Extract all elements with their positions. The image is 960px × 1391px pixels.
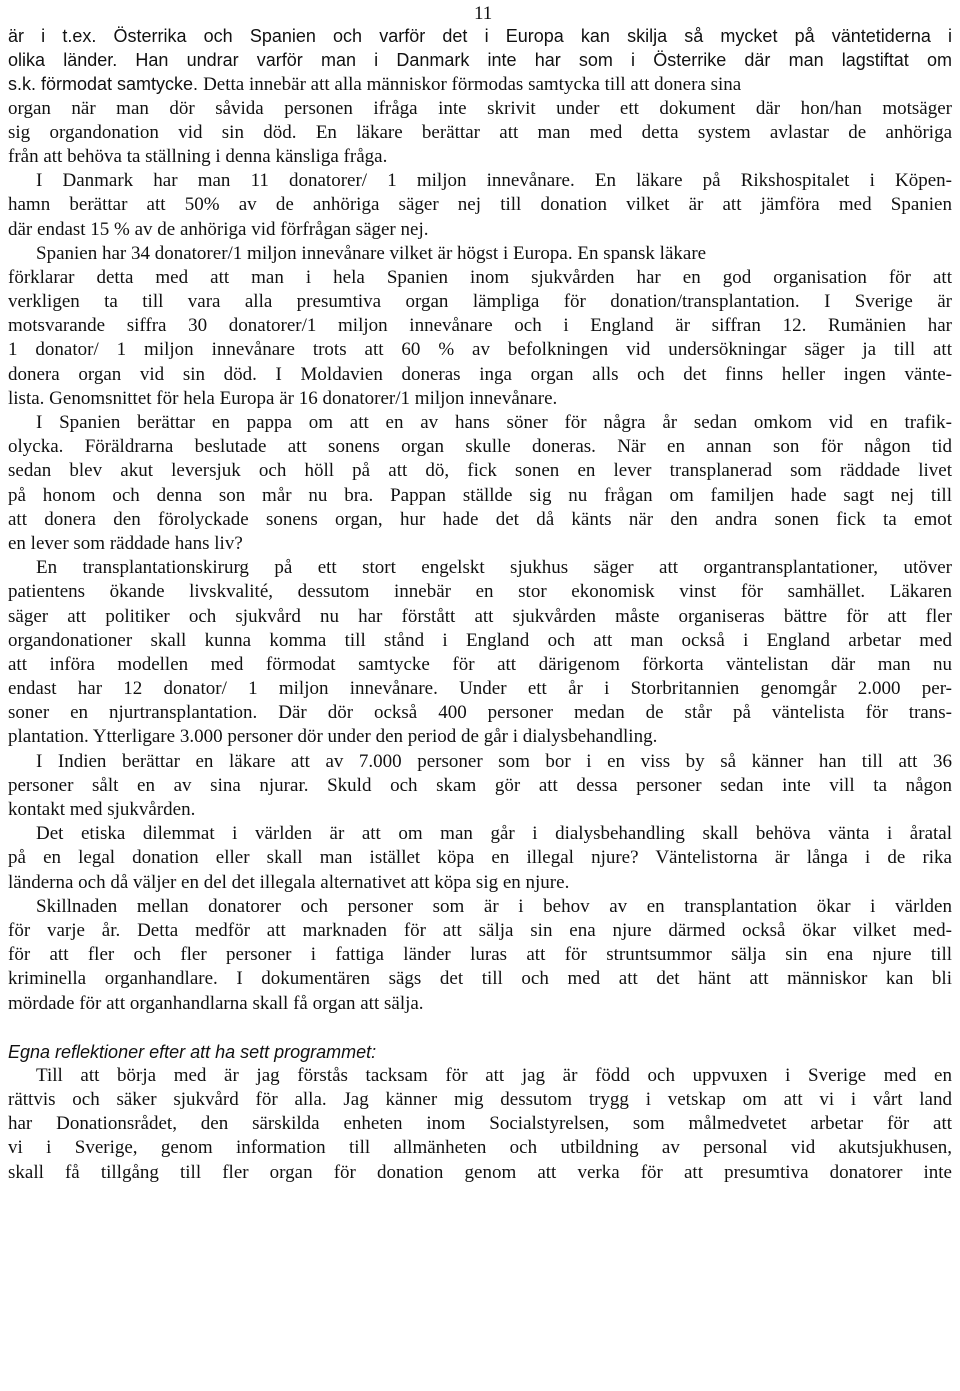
text-line: Det etiska dilemmat i världen är att om man går i dialysbehandling skall behöva vänta i åratal xyxy=(36,823,952,845)
text-line: motsvarande siffra 30 donatorer/1 miljon innevånare och i England är siffran 12. Rumänien har xyxy=(8,315,952,337)
paragraph xyxy=(8,1064,952,1185)
paragraph xyxy=(8,822,952,895)
text-segment: Detta innebär att alla människor förmodas samtycka till att donera sina xyxy=(203,74,742,96)
text-line: hamn berättar att 50% av de anhöriga säger nej till donation vilket är att jämföra med Spanien xyxy=(8,194,952,216)
text-line: I Danmark har man 11 donatorer/ 1 miljon innevånare. En läkare på Rikshospitalet i Köpen- xyxy=(36,170,952,192)
text-line: länderna och då väljer en del det illegala alternativet att köpa sig en njure. xyxy=(8,871,570,893)
text-line: rättvis och säker sjukvård för alla. Jag känner mig dessutom trygg i vetskap om att vi i vårt land xyxy=(8,1089,952,1111)
text-line: skall få tillgång till fler organ för donation genom att verka för att presumtiva donatorer inte xyxy=(8,1161,952,1183)
text-line: plantation. Ytterligare 3.000 personer dör under den period de går i dialysbehandling. xyxy=(8,726,658,748)
text-line: Till att börja med är jag förstås tacksam för att jag är född och uppvuxen i Sverige med en xyxy=(36,1064,952,1086)
paragraph xyxy=(8,24,952,411)
text-line: är i t.ex. Österrika och Spanien och varför det i Europa kan skilja så mycket på väntetiderna i xyxy=(8,26,952,46)
text-line: verkligen ta till vara alla presumtiva organ lämpliga för donation/transplantation. I Sverige är xyxy=(8,291,952,313)
paragraph xyxy=(8,556,952,750)
text-line: Egna reflektioner efter att ha sett programmet: xyxy=(8,1041,377,1062)
text-line: förklarar detta med att man i hela Spanien inom sjukvården har en god organisation för att xyxy=(8,266,952,288)
text-line: mördade för att organhandlarna skall få organ att sälja. xyxy=(8,992,424,1014)
text-line: vi i Sverige, genom information till allmänheten och utbildning av personal vid akutsjukhusen, xyxy=(8,1137,952,1159)
text-line: på honom och denna son mår nu bra. Pappan ställde sig nu frågan om familjen hade sagt nej till xyxy=(8,484,952,506)
text-line: att införa modellen med förmodat samtycke för att därigenom förkorta väntelistan där man nu xyxy=(8,653,952,675)
text-line: säger att politiker och sjukvård nu har förstått att sjukvården måste organiseras bättre för att fler xyxy=(8,605,952,627)
text-line: I Indien berättar en läkare att av 7.000 personer som bor i en viss by så känner han till att 36 xyxy=(36,750,952,772)
section-spacer xyxy=(8,1016,952,1040)
text-line: 1 donator/ 1 miljon innevånare trots att 60 % av befolkningen vid undersökningar säger ja till att xyxy=(8,339,952,361)
text-line: Skillnaden mellan donatorer och personer som är i behov av en transplantation ökar i världen xyxy=(36,895,952,917)
text-line: soner en njurtransplantation. Där dör också 400 personer medan de står på väntelista för trans- xyxy=(8,702,952,724)
text-line: har Donationsrådet, den särskilda enheten inom Socialstyrelsen, som målmedvetet arbetar för att xyxy=(8,1113,952,1135)
text-line: lista. Genomsnittet för hela Europa är 16 donatorer/1 miljon innevånare. xyxy=(8,387,558,409)
text-line: endast har 12 donator/ 1 miljon innevånare. Under ett år i Storbritannien genomgår 2.000 per- xyxy=(8,678,952,700)
text-line: organ när man dör såvida personen ifråga inte skrivit under ett dokument där hon/han motsäger xyxy=(8,97,952,119)
text-line: Spanien har 34 donatorer/1 miljon innevånare vilket är högst i Europa. En spansk läkare xyxy=(36,242,707,264)
text-line: organdonationer skall kunna komma till stånd i England och att man också i England arbetar med xyxy=(8,629,952,651)
document-body xyxy=(8,24,952,1185)
text-line: sig organdonation vid sin död. En läkare berättar att man med detta system avlastar de anhöriga xyxy=(8,121,952,143)
text-line: en lever som räddade hans liv? xyxy=(8,532,243,554)
text-line: I Spanien berättar en pappa om att en av hans söner för några år sedan omkom vid en trafik- xyxy=(36,412,952,433)
text-line: personer sålt en av sina njurar. Skuld och skam gör att dessa personer sedan inte vill ta någon xyxy=(8,774,952,796)
text-line: där endast 15 % av de anhöriga vid förfrågan säger nej. xyxy=(8,218,429,240)
text-line: för varje år. Detta medför att marknaden för att sälja sin ena njure därmed också ökar vilket med- xyxy=(8,919,952,941)
section-heading xyxy=(8,1040,952,1064)
text-segment: s.k. förmodat samtycke. xyxy=(8,74,204,95)
text-line: att donera den förolyckade sonens organ, hur hade det då känts när den andra sonen fick ta emot xyxy=(8,508,952,530)
text-line: från att behöva ta ställning i denna känsliga fråga. xyxy=(8,145,388,167)
text-line: olycka. Föräldrarna beslutade att sonens organ skulle doneras. När en annan son för någon tid xyxy=(8,436,952,458)
page-number: 11 xyxy=(474,3,493,24)
text-line: på en legal donation eller skall man istället köpa en illegal njure? Väntelistorna är långa i de rika xyxy=(8,847,952,869)
text-line: kontakt med sjukvården. xyxy=(8,799,196,820)
text-line: donera organ vid sin död. I Moldavien doneras inga organ alls och det finns heller ingen vänte- xyxy=(8,363,952,385)
text-line: för att fler och fler personer i fattiga länder luras att för struntsummor sälja sin ena njure till xyxy=(8,944,952,966)
paragraph xyxy=(8,411,952,556)
text-line xyxy=(8,72,952,96)
text-line: En transplantationskirurg på ett stort engelskt sjukhus säger att organtransplantationer, utöver xyxy=(36,557,952,579)
text-line: kriminella organhandlare. I dokumentären sägs det till och med att det hänt att människor kan bli xyxy=(8,968,952,990)
paragraph xyxy=(8,895,952,1016)
text-line: olika länder. Han undrar varför man i Danmark inte har som i Österrike där man lagstiftat om xyxy=(8,50,952,71)
paragraph xyxy=(8,750,952,823)
text-line: patientens ökande livskvalité, dessutom innebär en stor ekonomisk vinst för samhället. Läkaren xyxy=(8,581,952,603)
text-line: sedan blev akut leversjuk och höll på att dö, fick sonen en lever transplanerad som räddade livet xyxy=(8,460,952,482)
